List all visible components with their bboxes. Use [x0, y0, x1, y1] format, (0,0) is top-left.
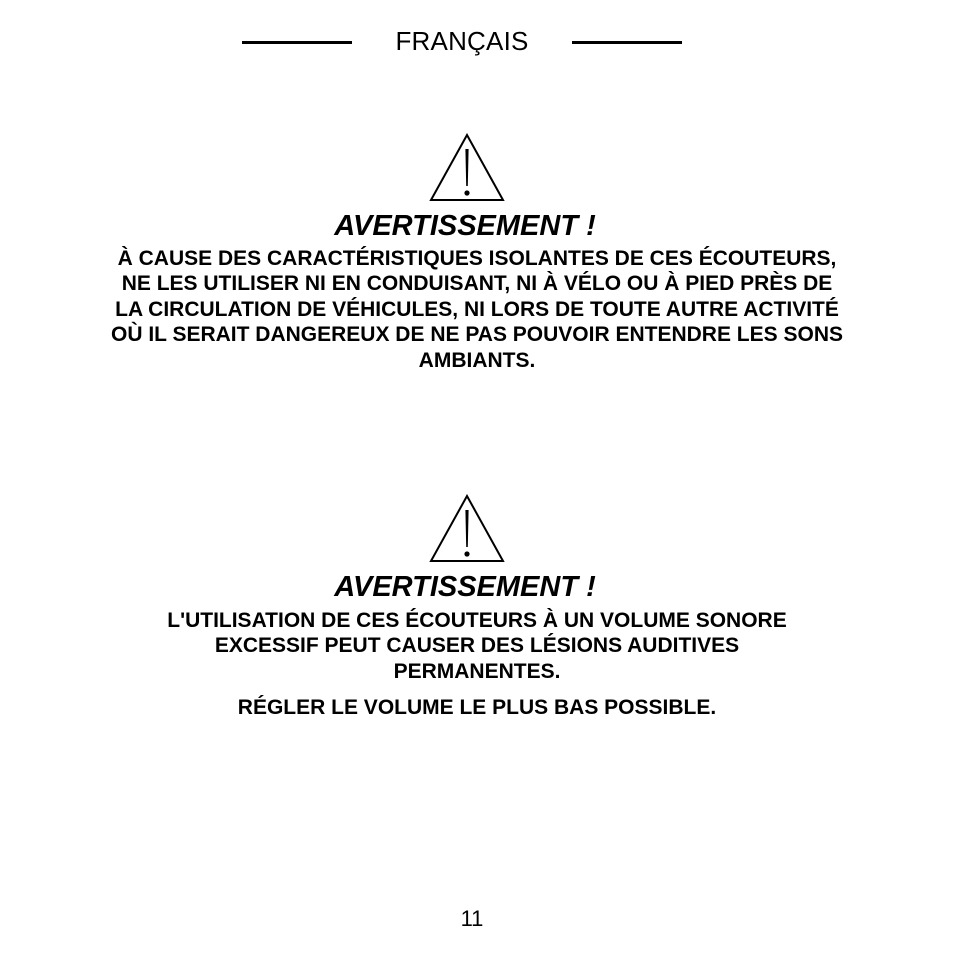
warning-title: AVERTISSEMENT ! [334, 571, 596, 603]
warning-block-driving [0, 133, 954, 373]
warning-block-volume [0, 494, 954, 721]
page-header [0, 24, 954, 60]
warning-triangle-icon [429, 494, 505, 564]
warning-instruction: RÉGLER LE VOLUME LE PLUS BAS POSSIBLE. [237, 696, 717, 720]
warning-title: AVERTISSEMENT ! [334, 210, 596, 242]
header-rule-left [242, 41, 352, 44]
language-label: FRANÇAIS [395, 26, 529, 56]
page-number: 11 [460, 906, 484, 931]
warning-text: L'UTILISATION DE CES ÉCOUTEURS À UN VOLUME SONORE EXCESSIF PEUT CAUSER DES LÉSIONS AUDITIVES PERMANENTES. [167, 609, 787, 683]
warning-text: À CAUSE DES CARACTÉRISTIQUES ISOLANTES DE CES ÉCOUTEURS, NE LES UTILISER NI EN CONDUISANT, NI À VÉLO OU À PIED PRÈS DE LA CIRCULATION DE VÉHICULES, NI LORS DE TOUTE AUTRE ACTIVITÉ OÙ IL SERAIT DANGEREUX DE NE PAS POUVOIR ENTENDRE LES SONS AMBIANTS. [111, 247, 843, 372]
warning-triangle-icon [429, 133, 505, 203]
header-rule-right [572, 41, 682, 44]
